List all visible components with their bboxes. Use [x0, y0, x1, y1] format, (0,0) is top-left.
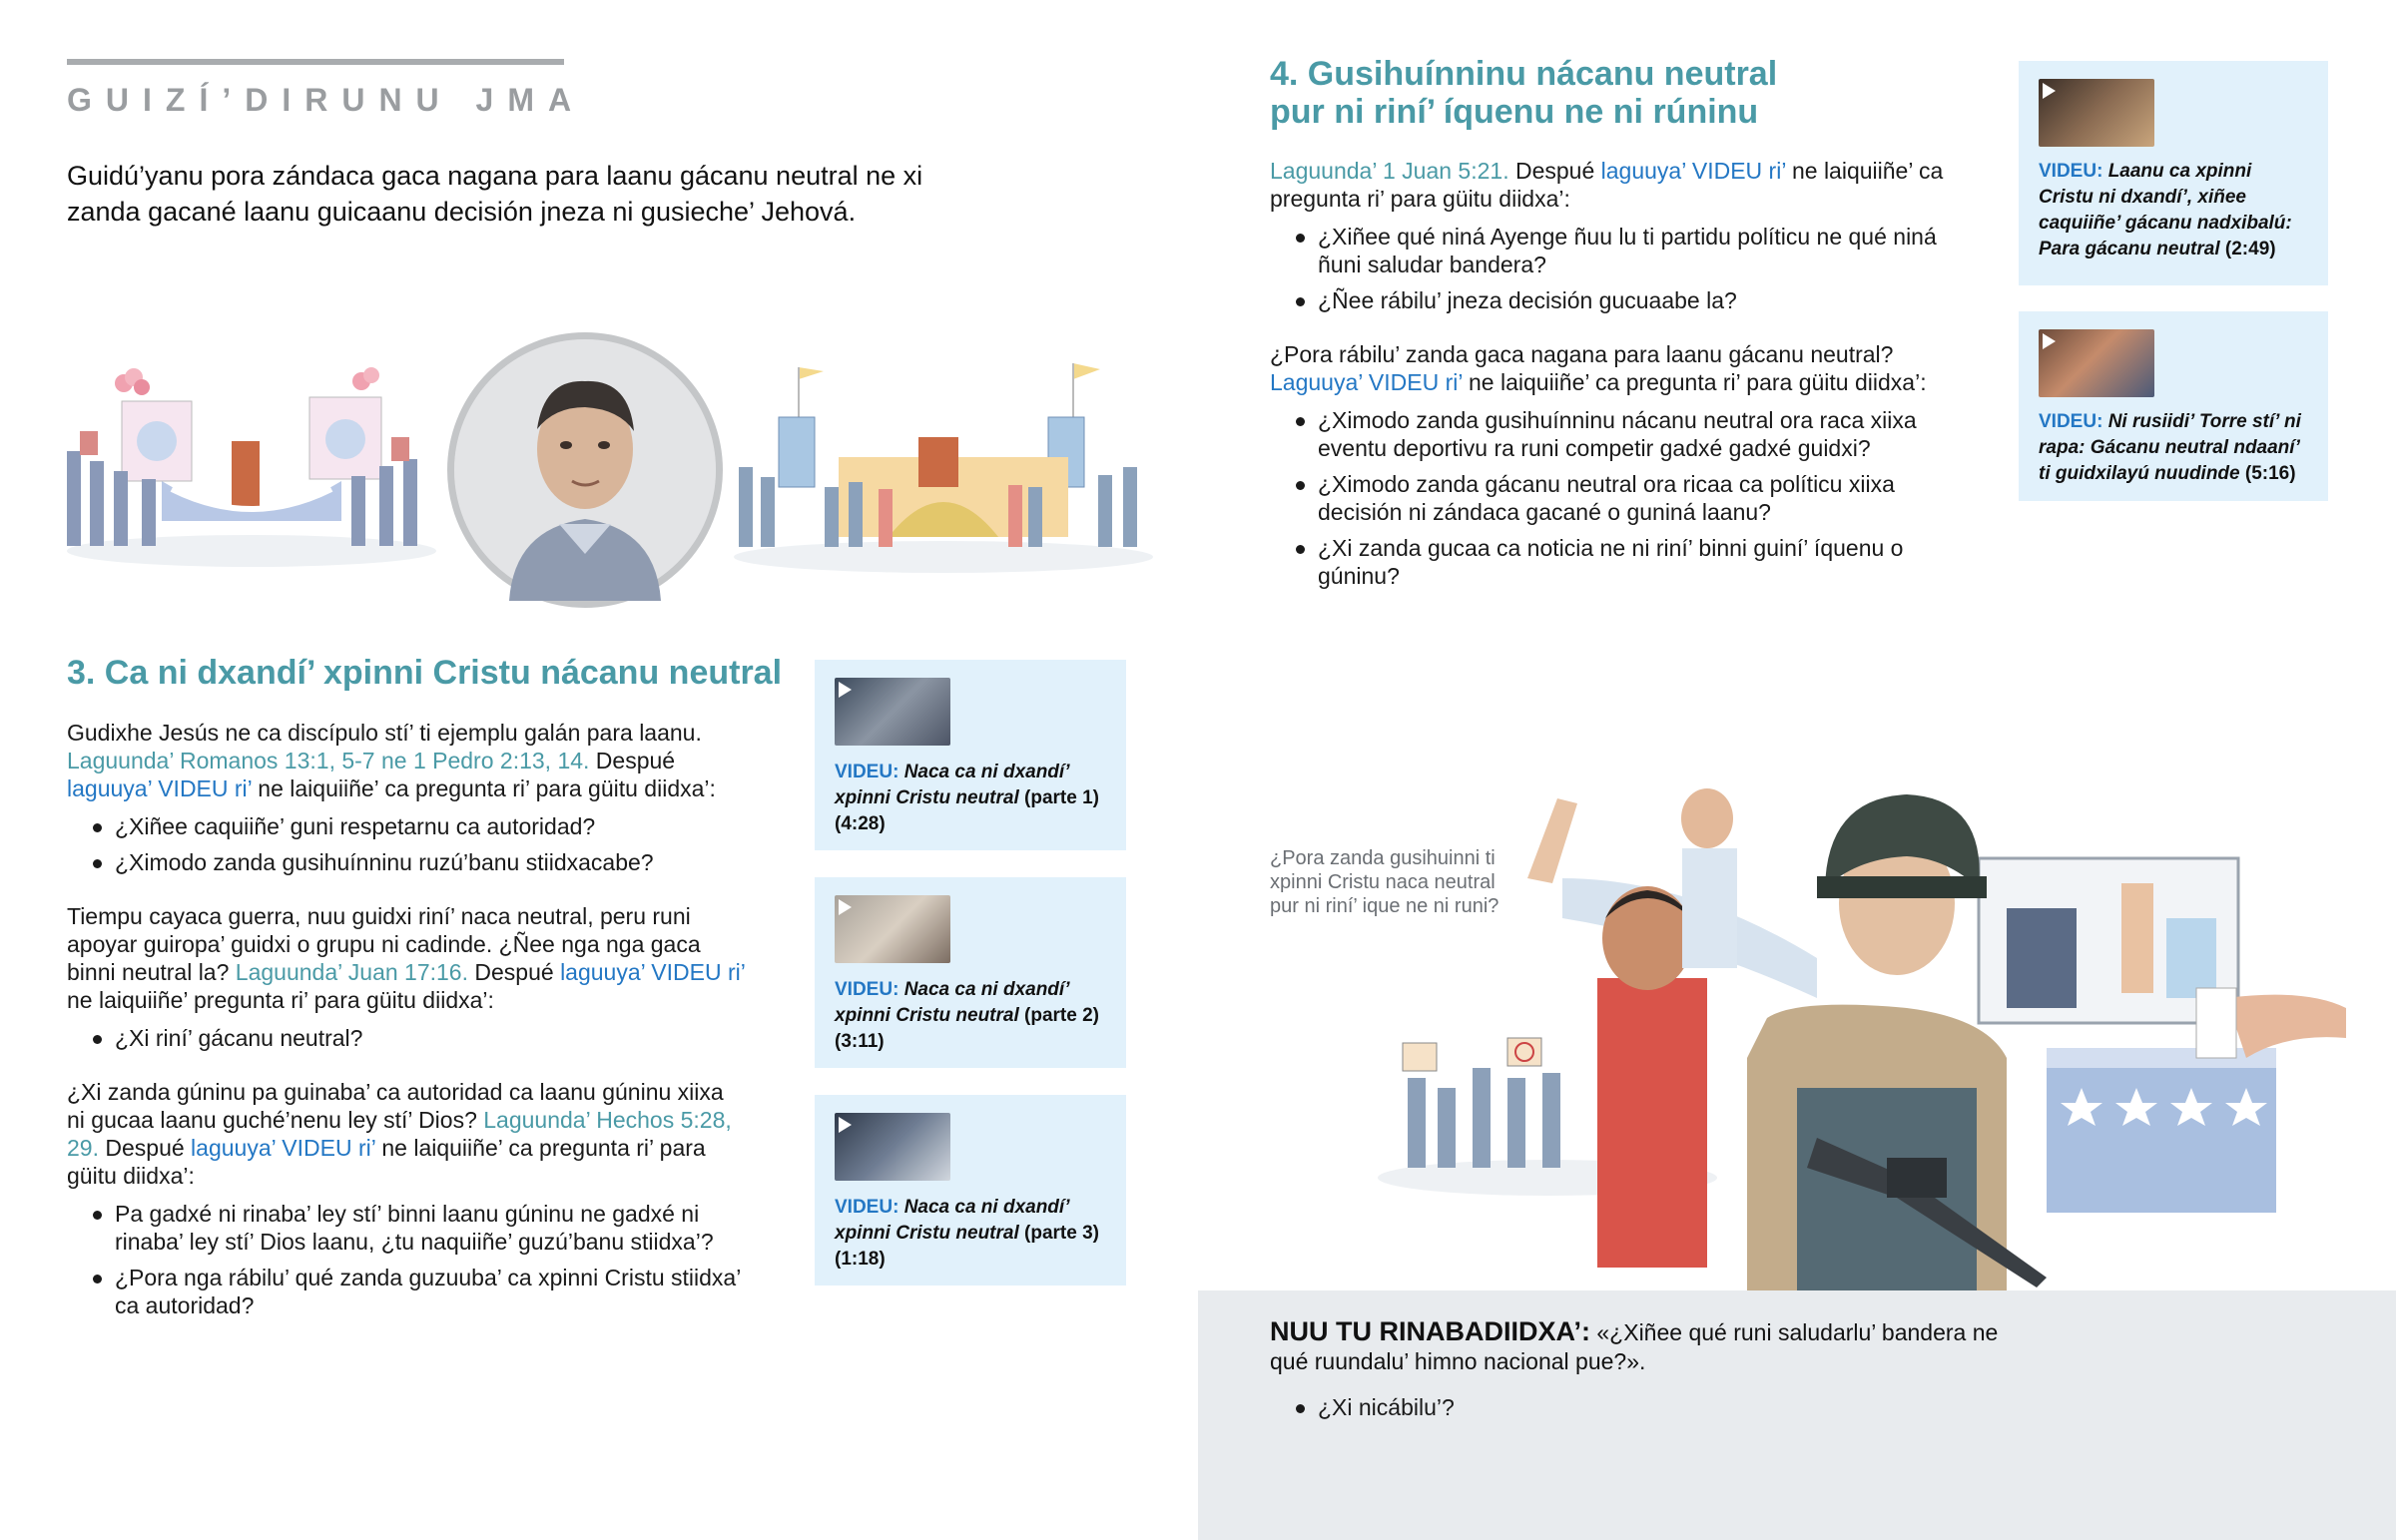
footer-questions: [1270, 1393, 1969, 1429]
video-thumbnail[interactable]: [2039, 79, 2154, 147]
section4-body: [1270, 157, 1959, 598]
list-item: ¿Ximodo zanda gusihuínninu ruzú’banu stiidxacabe?: [67, 848, 746, 876]
video-link[interactable]: Laguuya’ VIDEU ri’: [1270, 369, 1463, 395]
video-link[interactable]: laguuya’ VIDEU ri’: [560, 959, 745, 985]
video-link[interactable]: laguuya’ VIDEU ri’: [1600, 158, 1786, 184]
list-item: ¿Ximodo zanda gácanu neutral ora ricaa ca políticu xiixa decisión ni zándaca gacané o guniná laanu?: [1270, 470, 1959, 526]
section4-questions-1: [1270, 223, 1959, 314]
footer-text: [1270, 1317, 2029, 1376]
scripture-link-1juan[interactable]: Laguunda’ 1 Juan 5:21.: [1270, 158, 1509, 184]
video-thumbnail[interactable]: [2039, 329, 2154, 397]
section3-paragraph-2: Tiempu cayaca guerra, nuu guidxi riní’ naca neutral, peru runi apoyar guiropa’ guidxi o grupu ni cadinde. ¿Ñee nga nga gaca binni neutral la? Laguunda’ Juan 17:16. Despué laguuya’ VIDEU ri’ ne laiquiiñe’ pregunta ri’ para güitu diidxa’:: [67, 903, 745, 1013]
list-item: ¿Xiñee caquiiñe’ guni respetarnu ca autoridad?: [67, 812, 746, 840]
list-item: ¿Xi zanda gucaa ca noticia ne ni riní’ binni guiní’ íquenu o gúninu?: [1270, 534, 1959, 590]
play-icon: [2043, 333, 2056, 349]
header-rule: [67, 59, 564, 65]
video-thumbnail[interactable]: [835, 678, 950, 746]
rally-illustration-right: [729, 357, 1158, 579]
section3-paragraph-1: Gudixhe Jesús ne ca discípulo stí’ ti ejemplu galán para laanu. Laguunda’ Romanos 13:1, 5-7 ne 1 Pedro 2:13, 14. Despué laguuya’ VIDEU ri’ ne laiquiiñe’ ca pregunta ri’ para güitu diidxa’:: [67, 720, 716, 801]
video-thumbnail[interactable]: [835, 895, 950, 963]
illustration-caption: ¿Pora zanda gusihuinni ti xpinni Cristu naca neutral pur ni riní’ ique ne ni runi?: [1270, 847, 1499, 917]
video-card-part3[interactable]: VIDEU: Naca ca ni dxandí’ xpinni Cristu neutral (parte 3) (1:18): [815, 1095, 1126, 1285]
neutrality-illustration: [1348, 759, 2396, 1292]
section3-body: [67, 719, 746, 1327]
section4-questions-2: [1270, 406, 1959, 590]
intro-text: Guidú’yanu pora zándaca gaca nagana para laanu gácanu neutral ne xi zanda gacané laanu guicaanu decisión jneza ni gusieche’ Jehová.: [67, 161, 923, 227]
list-item: ¿Ñee rábilu’ jneza decisión gucuaabe la?: [1270, 286, 1959, 314]
rally-illustration-left: [62, 361, 439, 571]
footer-lead: NUU TU RINABADIIDXA’:: [1270, 1316, 1590, 1346]
play-icon: [839, 682, 852, 698]
section3-questions-3: [67, 1200, 746, 1319]
footer-quote: «¿Xiñee qué runi saludarlu’ bandera ne qué ruundalu’ himno nacional pue?».: [1270, 1319, 1999, 1374]
video-thumbnail[interactable]: [835, 1113, 950, 1181]
list-item: ¿Xiñee qué niná Ayenge ñuu lu ti partidu políticu ne qué niná ñuni saludar bandera?: [1270, 223, 1959, 278]
list-item: ¿Xi nicábilu’?: [1270, 1393, 1969, 1421]
play-icon: [839, 899, 852, 915]
video-card-torre[interactable]: VIDEU: Ni rusiidi’ Torre stí’ ni rapa: Gácanu neutral ndaaní’ ti guidxilayú nuudinde (5:16): [2019, 311, 2328, 501]
section4-title: 4. Gusihuínninu nácanu neutral pur ni riní’ íquenu ne ni rúninu: [1270, 55, 1778, 131]
portrait-circle: [447, 332, 723, 608]
list-item: ¿Pora nga rábilu’ qué zanda guzuuba’ ca xpinni Cristu stiidxa’ ca autoridad?: [67, 1264, 746, 1319]
scripture-link-romanos[interactable]: Laguunda’ Romanos 13:1, 5-7 ne 1 Pedro 2:13, 14.: [67, 748, 590, 773]
play-icon: [839, 1117, 852, 1133]
video-card-neutral[interactable]: VIDEU: Laanu ca xpinni Cristu ni dxandí’, xiñee caquiiñe’ gácanu nadxibalú: Para gácanu neutral (2:49): [2019, 61, 2328, 285]
video-card-part2[interactable]: VIDEU: Naca ca ni dxandí’ xpinni Cristu neutral (parte 2) (3:11): [815, 877, 1126, 1068]
video-link[interactable]: laguuya’ VIDEU ri’: [67, 775, 252, 801]
section3-questions-2: [67, 1024, 746, 1052]
scripture-link-juan[interactable]: Laguunda’ Juan 17:16.: [235, 959, 468, 985]
video-card-part1[interactable]: VIDEU: Naca ca ni dxandí’ xpinni Cristu neutral (parte 1) (4:28): [815, 660, 1126, 850]
section3-questions-1: [67, 812, 746, 876]
list-item: ¿Ximodo zanda gusihuínninu nácanu neutral ora raca xiixa eventu deportivu ra runi competir gadxé gadxé guidxi?: [1270, 406, 1959, 462]
video-link[interactable]: laguuya’ VIDEU ri’: [191, 1135, 375, 1161]
section4-paragraph-2: ¿Pora rábilu’ zanda gaca nagana para laanu gácanu neutral? Laguuya’ VIDEU ri’ ne laiquiiñe’ ca pregunta ri’ para güitu diidxa’:: [1270, 341, 1927, 395]
play-icon: [2043, 83, 2056, 99]
list-item: ¿Xi riní’ gácanu neutral?: [67, 1024, 746, 1052]
scripture-link-hechos[interactable]: Laguunda’ Hechos 5:28, 29.: [67, 1107, 732, 1161]
section3-title: 3. Ca ni dxandí’ xpinni Cristu nácanu neutral: [67, 654, 783, 692]
list-item: Pa gadxé ni rinaba’ ley stí’ binni laanu gúninu ne gadxé ni rinaba’ ley stí’ Dios laanu, ¿tu naquiiñe’ guzú’banu stiidxa’?: [67, 1200, 746, 1256]
section3-paragraph-3: ¿Xi zanda gúninu pa guinaba’ ca autoridad ca laanu gúninu xiixa ni gucaa laanu guché’nenu ley stí’ Dios? Laguunda’ Hechos 5:28, 29. Despué laguuya’ VIDEU ri’ ne laiquiiñe’ ca pregunta ri’ para güitu diidxa’:: [67, 1079, 732, 1189]
header-label: GUIZÍ’DIRUNU JMA: [67, 82, 586, 118]
section4-paragraph-1: Laguunda’ 1 Juan 5:21. Despué laguuya’ VIDEU ri’ ne laiquiiñe’ ca pregunta ri’ para güitu diidxa’:: [1270, 158, 1944, 212]
